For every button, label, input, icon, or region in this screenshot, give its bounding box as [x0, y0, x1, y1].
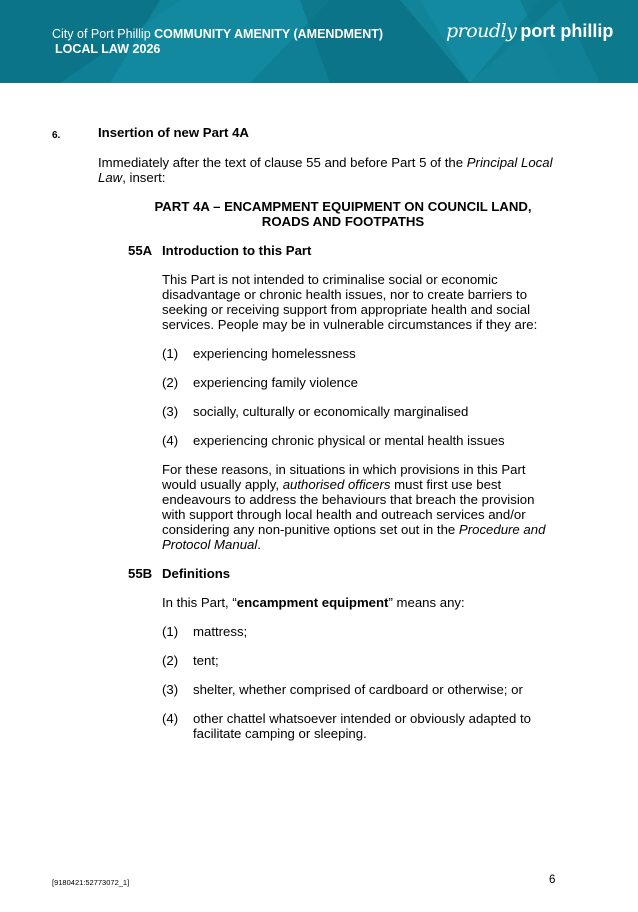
list-item-number: (3)	[162, 404, 179, 419]
clause-55a-closing-line: would usually apply, authorised officers must first use best	[162, 477, 502, 492]
clause-55a-closing-line: Protocol Manual.	[162, 537, 261, 552]
list-item-text: shelter, whether comprised of cardboard or otherwise; or	[193, 682, 523, 697]
section-intro-line1: Immediately after the text of clause 55 and before Part 5 of the Principal Local	[98, 155, 553, 170]
clause-55a-closing-line: endeavours to address the behaviours that breach the provision	[162, 492, 535, 507]
list-item-text: experiencing family violence	[193, 375, 358, 390]
part-heading-line1: PART 4A – ENCAMPMENT EQUIPMENT ON COUNCIL LAND,	[154, 199, 532, 214]
section-heading: Insertion of new Part 4A	[98, 125, 249, 140]
clause-55a-para-line: disadvantage or chronic health issues, nor to create barriers to	[162, 287, 528, 302]
logo-brand-text: port phillip	[520, 21, 614, 41]
list-item-text: experiencing chronic physical or mental health issues	[193, 433, 505, 448]
clause-55a-para-line: This Part is not intended to criminalise social or economic	[162, 272, 498, 287]
document-title	[52, 27, 383, 57]
clause-55a-closing-line: with support through local health and outreach services and/or	[162, 507, 526, 522]
page-number: 6	[549, 874, 556, 886]
list-item-number: (2)	[162, 375, 179, 390]
part-heading-line2: ROADS AND FOOTPATHS	[261, 214, 425, 229]
section-intro-line2: Law, insert:	[98, 170, 166, 185]
clause-55b-title: Definitions	[162, 566, 231, 581]
law-title: COMMUNITY AMENITY (AMENDMENT)	[154, 27, 384, 41]
list-item-number: (4)	[162, 711, 179, 726]
list-item-number: (2)	[162, 653, 179, 668]
clause-55b-number: 55B	[128, 566, 153, 581]
list-item-text: mattress;	[193, 624, 248, 639]
list-item-text: socially, culturally or economically marginalised	[193, 404, 469, 419]
proudly-port-phillip-logo	[446, 20, 613, 50]
clause-55a-closing-line: For these reasons, in situations in which provisions in this Part	[162, 462, 526, 477]
document-reference: [9180421:52773072_1]	[52, 878, 130, 887]
list-item-number: (1)	[162, 624, 179, 639]
section-number: 6.	[52, 130, 61, 141]
clause-55a-para-line: services. People may be in vulnerable circumstances if they are:	[162, 317, 538, 332]
list-item-text: other chattel whatsoever intended or obviously adapted to	[193, 711, 531, 726]
list-item-number: (4)	[162, 433, 179, 448]
list-item-text-continued: facilitate camping or sleeping.	[193, 726, 367, 741]
clause-55a-closing-line: considering any non-punitive options set out in the Procedure and	[162, 522, 546, 537]
list-item-number: (1)	[162, 346, 179, 361]
clause-55a-number: 55A	[128, 243, 153, 258]
clause-55a-title: Introduction to this Part	[162, 243, 312, 258]
clause-55b-intro: In this Part, “encampment equipment” means any:	[162, 595, 465, 610]
council-name: City of Port Phillip	[52, 27, 151, 41]
document-header-banner	[0, 0, 638, 83]
clause-55a-para-line: seeking or receiving support from appropriate health and social	[162, 302, 530, 317]
law-title-line2: LOCAL LAW 2026	[55, 42, 161, 56]
logo-script-text: proudly	[446, 20, 517, 42]
list-item-text: experiencing homelessness	[193, 346, 356, 361]
list-item-text: tent;	[193, 653, 219, 668]
list-item-number: (3)	[162, 682, 179, 697]
